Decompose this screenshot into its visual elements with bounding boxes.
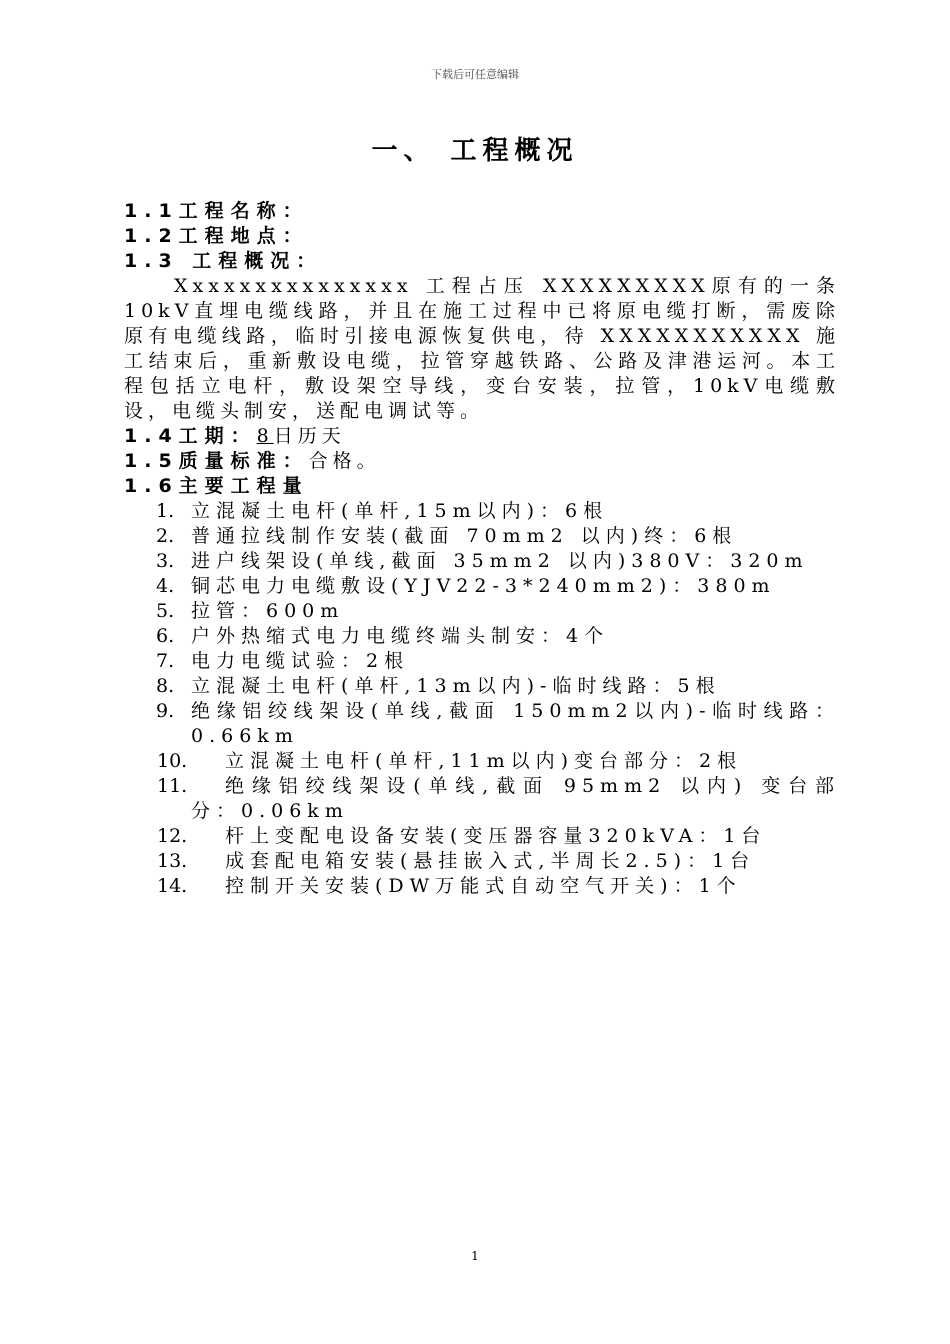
list-item (124, 774, 840, 824)
duration-line (124, 424, 840, 449)
quality-value: 合格。 (308, 450, 381, 472)
item-number: 12. (157, 825, 188, 847)
item-number: 5. (156, 600, 175, 622)
item-text: 绝缘铝绞线架设(单线,截面 95mm2 以内) 变台部分：0.06km (191, 775, 840, 822)
list-item (124, 874, 840, 899)
list-item (124, 624, 840, 649)
quantities-heading: 1.6主要工程量 (124, 475, 309, 497)
item-text: 进户线架设(单线,截面 35mm2 以内)380V：320m (191, 550, 809, 572)
item-number: 14. (157, 875, 188, 897)
item-text: 成套配电箱安装(悬挂嵌入式,半周长2.5)：1台 (225, 850, 756, 872)
list-item (124, 549, 840, 574)
project-name-heading: 1.1工程名称： (124, 200, 309, 222)
quantities-list (124, 499, 840, 899)
list-item (124, 499, 840, 524)
item-number: 6. (156, 625, 175, 647)
item-number: 10. (157, 750, 188, 772)
list-item (124, 699, 840, 749)
project-overview-text: Xxxxxxxxxxxxxxx 工程占压 XXXXXXXXX原有的一条 10kV直埋电缆线路，并且在施工过程中已将原电缆打断，需废除原有电缆线路，临时引接电源恢复供电，待 XXXXXXXXXXX 施工结束后，重新敷设电缆，拉管穿越铁路、公路及津港运河。本工程包括立电杆，敷设架空导线，变台安装，拉管，10kV电缆敷设，电缆头制安，送配电调试等。 (124, 275, 840, 422)
list-item (124, 749, 840, 774)
item-text: 控制开关安装(DW万能式自动空气开关)：1个 (225, 875, 742, 897)
item-text: 电力电缆试验：2根 (191, 650, 410, 672)
item-number: 2. (156, 525, 175, 547)
item-text: 立混凝土电杆(单杆,15m以内)：6根 (191, 500, 609, 522)
item-text: 立混凝土电杆(单杆,11m以内)变台部分：2根 (225, 750, 743, 772)
list-item (124, 574, 840, 599)
duration-unit: 日历天 (273, 425, 346, 447)
item-number: 4. (156, 575, 175, 597)
item-text: 绝缘铝绞线架设(单线,截面 150mm2以内)-临时线路：0.66km (191, 700, 840, 747)
item-text: 立混凝土电杆(单杆,13m以内)-临时线路：5根 (191, 675, 721, 697)
item-number: 1. (156, 500, 175, 522)
item-number: 9. (156, 700, 175, 722)
list-item (124, 849, 840, 874)
project-location-heading: 1.2工程地点： (124, 225, 309, 247)
list-item (124, 599, 840, 624)
item-number: 11. (157, 775, 188, 797)
page-number: 1 (471, 1249, 479, 1263)
item-text: 杆上变配电设备安装(变压器容量320kVA：1台 (225, 825, 767, 847)
list-item (124, 649, 840, 674)
item-text: 户外热缩式电力电缆终端头制安：4个 (191, 625, 610, 647)
duration-value: 8 (256, 425, 274, 447)
page-header: 下载后可任意编辑 (431, 68, 519, 81)
list-item (124, 674, 840, 699)
item-text: 拉管：600m (191, 600, 345, 622)
item-text: 普通拉线制作安装(截面 70mm2 以内)终：6根 (191, 525, 738, 547)
quality-line (124, 449, 840, 474)
item-number: 3. (156, 550, 175, 572)
item-number: 8. (156, 675, 175, 697)
section-title: 一、 工程概况 (371, 136, 579, 166)
item-number: 7. (156, 650, 175, 672)
list-item (124, 524, 840, 549)
quality-label: 1.5质量标准： (124, 450, 309, 472)
project-overview-heading: 1.3 工程概况： (124, 250, 323, 272)
item-number: 13. (157, 850, 188, 872)
document-body (124, 199, 840, 899)
duration-label: 1.4工期： (124, 425, 257, 447)
list-item (124, 824, 840, 849)
item-text: 铜芯电力电缆敷设(YJV22-3*240mm2)：380m (191, 575, 776, 597)
